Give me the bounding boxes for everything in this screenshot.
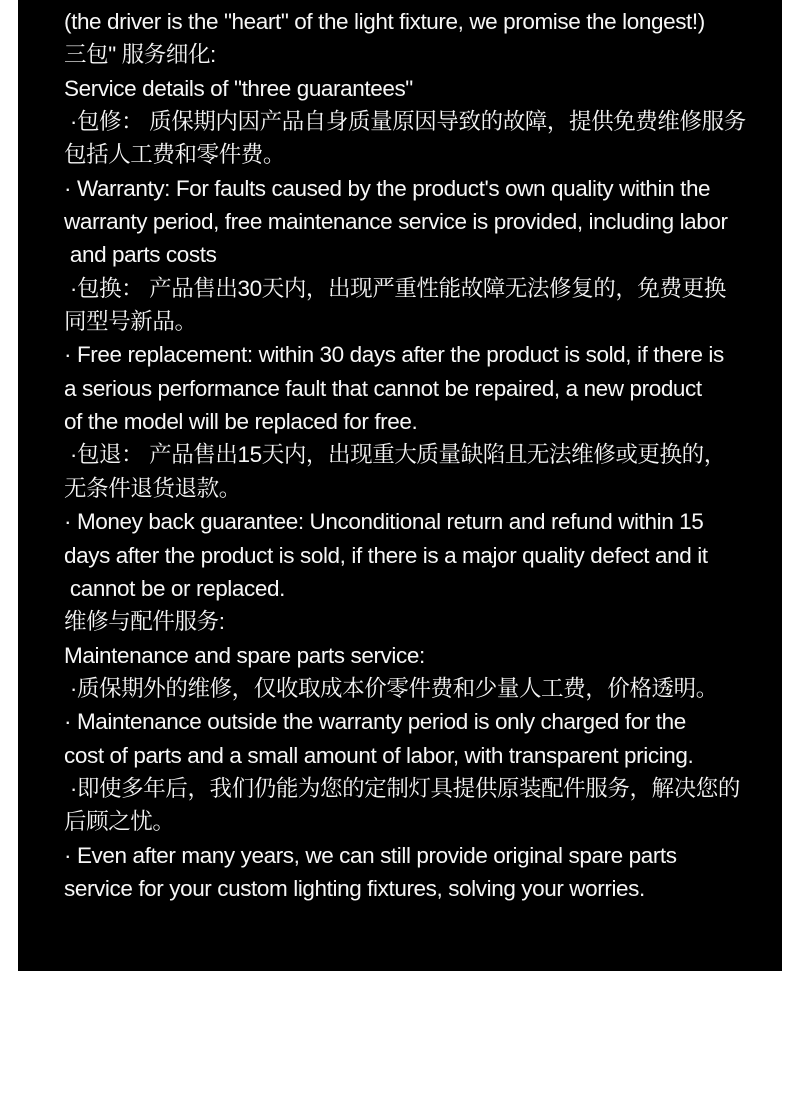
text-line: a serious performance fault that cannot be repaired, a new product — [64, 375, 702, 401]
text-line: 三包" 服务细化: — [64, 42, 216, 68]
service-text-panel — [18, 0, 782, 971]
text-line: cannot be or replaced. — [64, 575, 285, 601]
text-line: (the driver is the "heart" of the light fixture, we promise the longest!) — [64, 9, 705, 34]
text-line: · Warranty: For faults caused by the product's own quality within the — [64, 175, 711, 201]
text-line: · Maintenance outside the warranty period is only charged for the — [64, 709, 686, 735]
text-line: ·质保期外的维修，仅收取成本价零件费和少量人工费，价格透明。 — [64, 675, 718, 701]
text-line: 同型号新品。 — [64, 309, 197, 335]
text-line: days after the product is sold, if there is a major quality defect and it — [64, 542, 708, 568]
text-line: Maintenance and spare parts service: — [64, 642, 425, 668]
text-line: 维修与配件服务: — [64, 609, 225, 635]
text-line: ·包修： 质保期内因产品自身质量原因导致的故障，提供免费维修服务 — [64, 109, 746, 135]
service-text-lines — [64, 5, 772, 905]
text-line: 无条件退货退款。 — [64, 475, 241, 501]
text-line: · Even after many years, we can still provide original spare parts — [64, 842, 677, 868]
text-line: ·包退： 产品售出15天内，出现重大质量缺陷且无法维修或更换的， — [64, 442, 726, 468]
text-line: and parts costs — [64, 242, 217, 268]
text-line: cost of parts and a small amount of labor, with transparent pricing. — [64, 742, 694, 768]
text-line: ·即使多年后，我们仍能为您的定制灯具提供原装配件服务，解决您的 — [64, 775, 740, 801]
text-line: 包括人工费和零件费。 — [64, 142, 286, 168]
text-line: · Money back guarantee: Unconditional return and refund within 15 — [64, 509, 704, 535]
text-line: Service details of "three guarantees" — [64, 75, 413, 101]
text-line: service for your custom lighting fixtures, solving your worries. — [64, 875, 645, 901]
text-line: · Free replacement: within 30 days after the product is sold, if there is — [64, 342, 724, 368]
text-line: 后顾之忧。 — [64, 809, 175, 835]
text-line: warranty period, free maintenance service is provided, including labor — [64, 209, 728, 235]
text-line: ·包换： 产品售出30天内，出现严重性能故障无法修复的，免费更换 — [64, 275, 726, 301]
bottom-white-margin — [0, 971, 800, 1107]
text-line: of the model will be replaced for free. — [64, 409, 418, 435]
